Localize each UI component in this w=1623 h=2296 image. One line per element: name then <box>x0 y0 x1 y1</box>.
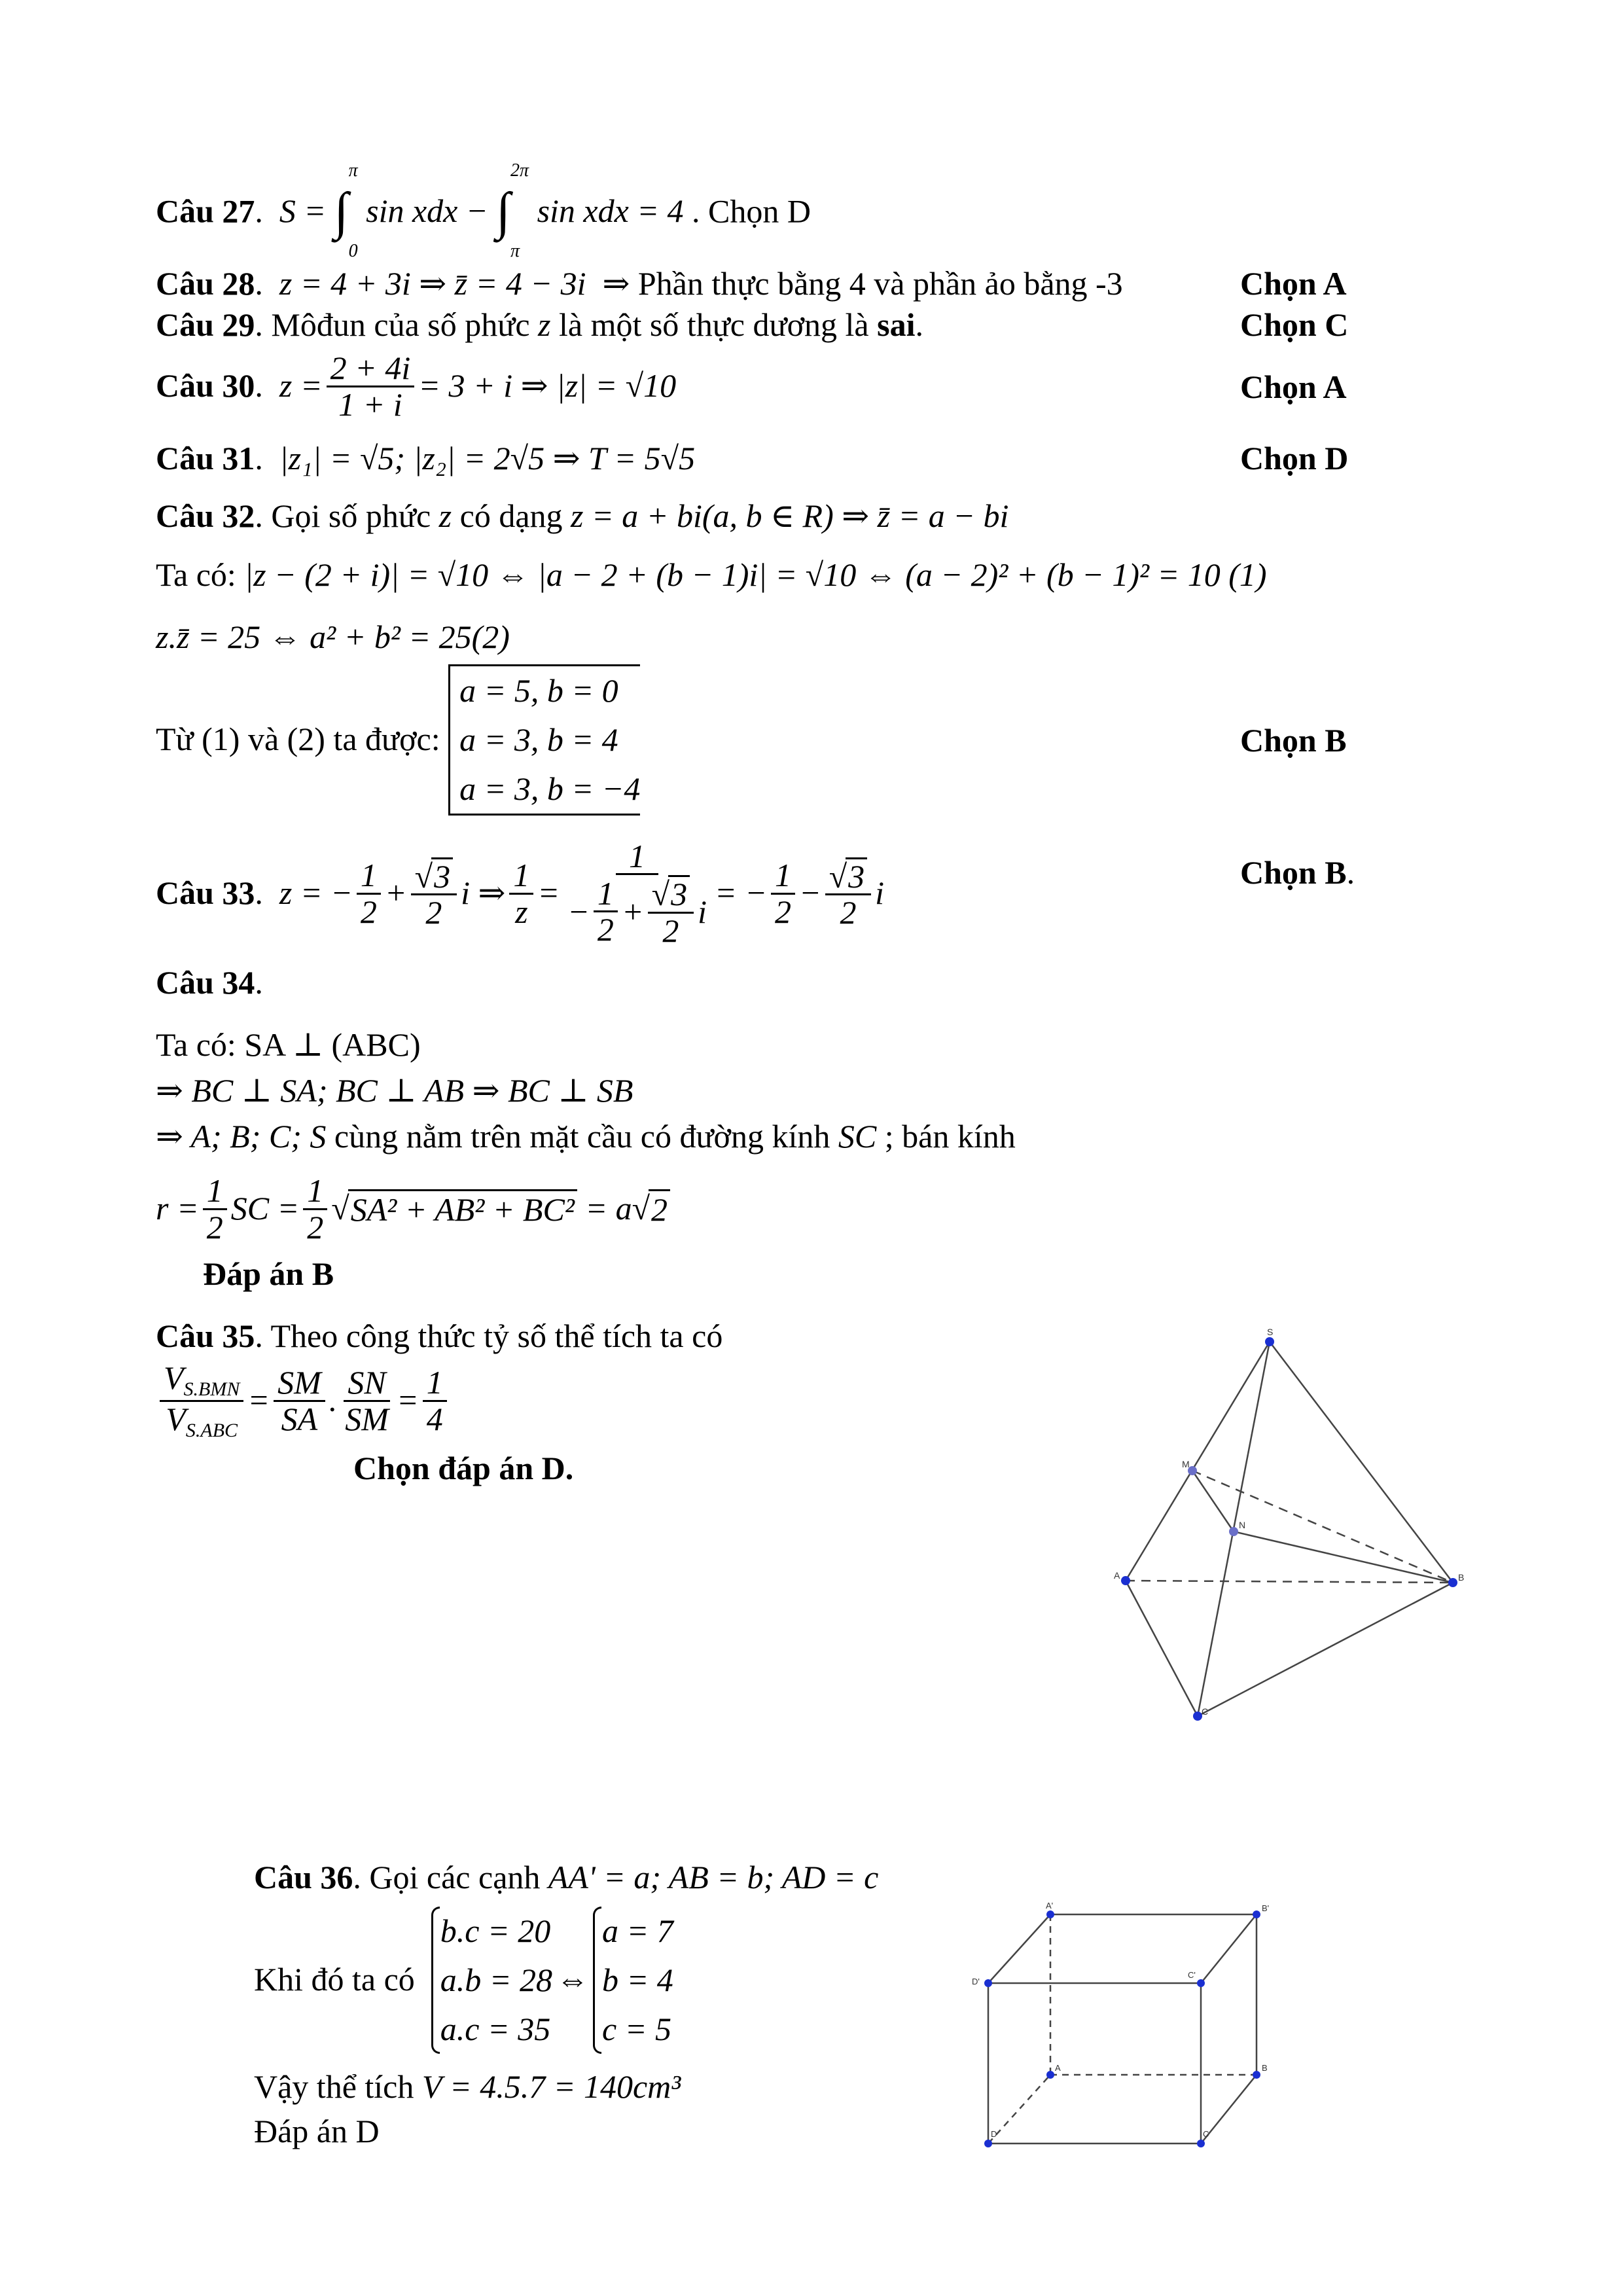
q27-formula: S = ∫ π 0 sin xdx − ∫ 2π π sin xdx = 4 <box>279 160 684 261</box>
q30-label: Câu 30 <box>156 367 255 404</box>
svg-text:D: D <box>991 2129 997 2139</box>
point-B1 <box>1253 1910 1260 1918</box>
point-A <box>1121 1576 1130 1585</box>
point-D1 <box>984 1979 992 1987</box>
point-C1 <box>1197 1979 1205 1987</box>
point-B <box>1448 1578 1457 1587</box>
svg-text:A': A' <box>1046 1901 1054 1910</box>
q29-var: z <box>538 306 551 343</box>
q31-answer: Chọn D <box>1240 440 1349 476</box>
q30-rhs: = 3 + i ⇒ |z| = √10 <box>418 367 677 404</box>
q29-bold: sai <box>877 306 916 343</box>
q27-answer: . Chọn D <box>692 192 812 230</box>
label-C: C <box>1202 1706 1209 1717</box>
q35-formula: $\frac{V_{S.BMN}}{V_{S.ABC}}$ = $\frac{SM}{SA}$ . $\frac{SN}{SM}$ = $\frac{1}{4}$ <box>156 1358 451 1443</box>
q34-line2: ⇒ BC ⊥ SA; BC ⊥ AB ⇒ BC ⊥ SB <box>156 1072 633 1109</box>
point-S <box>1265 1337 1274 1346</box>
q30-answer: Chọn A <box>1240 368 1347 405</box>
q32-line2: Ta có: |z − (2 + i)| = √10 ⇔ |a − 2 + (b − 1)i| = √10 ⇔ (a − 2)² + (b − 1)² = 10 (1) <box>156 556 1267 593</box>
q32-line1-formula: z = a + bi(a, b ∈ R) ⇒ z̄ = a − bi <box>571 497 1009 534</box>
q30-row: Câu 30 . z = $\frac{2 + 4i}{1 + i}$ = 3 + i ⇒ |z| = √10 <box>156 350 677 423</box>
label-M: M <box>1182 1459 1190 1469</box>
edge-SA <box>1126 1342 1270 1581</box>
edge-AC <box>1126 1581 1198 1716</box>
point-N <box>1229 1527 1238 1536</box>
svg-text:D': D' <box>972 1977 980 1986</box>
q36-system: Khi đó ta có b.c = 20 a.b = 28 a.c = 35 ⇔ a = 7 b = 4 c = 5 <box>254 1905 673 2055</box>
q34-label-row: Câu 34. <box>156 964 263 1001</box>
label-A: A <box>1114 1570 1120 1581</box>
svg-text:A: A <box>1055 2063 1061 2073</box>
q33-formula: z = − $\frac{1}{2}$ + $\frac{√3}{2}$ i ⇒ $\frac{1}{z}$ = 1 − $\frac{1}{2}$ + $\frac{√3}{2}$ i = − $\frac{1}{2}$ − $\frac{√3}{2}$ i <box>279 837 885 949</box>
svg-text:C: C <box>1203 2129 1209 2139</box>
q32-cases: a = 5, b = 0 a = 3, b = 4 a = 3, b = −4 <box>448 664 640 816</box>
point-C <box>1193 1712 1202 1721</box>
label-N: N <box>1239 1520 1246 1530</box>
q29-answer: Chọn C <box>1240 306 1349 343</box>
q33-row: Câu 33 . z = − $\frac{1}{2}$ + $\frac{√3}{2}$ i ⇒ $\frac{1}{z}$ = 1 − $\frac{1}{2}$ + $\frac{√3}{2}$ i = − $\frac{1}{2}$ − $\frac{√3}{2}$ i <box>156 837 885 949</box>
q36-vol-formula: V = 4.5.7 = 140cm³ <box>421 2068 681 2105</box>
q32-line3: z.z̄ = 25 ⇔ a² + b² = 25(2) <box>156 619 510 655</box>
q33-answer: Chọn B. <box>1240 854 1355 891</box>
q33-label: Câu 33 <box>156 874 255 912</box>
label-B: B <box>1458 1572 1465 1583</box>
q34-line3: ⇒ A; B; C; S cùng nằm trên mặt cầu có đường kính SC ; bán kính <box>156 1118 1016 1155</box>
edge-CB <box>1198 1583 1453 1716</box>
q36-sys-right: a = 7 b = 4 c = 5 <box>593 1907 673 2054</box>
q35-label: Câu 35 <box>156 1318 255 1354</box>
box-figure <box>969 1898 1309 2173</box>
q27-label: Câu 27 <box>156 192 255 230</box>
q36-label: Câu 36 <box>254 1859 353 1895</box>
q29-label: Câu 29 <box>156 306 255 343</box>
svg-text:B': B' <box>1262 1903 1270 1913</box>
q28-formula: z = 4 + 3i ⇒ z̄ = 4 − 3i <box>279 265 586 302</box>
q36-volume: Vậy thể tích V = 4.5.7 = 140cm³ <box>254 2068 681 2105</box>
q31-row: Câu 31. |z₁| = √5; |z₂| = 2√5 ⇒ T = 5√5 <box>156 440 696 476</box>
q35-row: Câu 35. Theo công thức tỷ số thể tích ta có <box>156 1318 723 1354</box>
svg-text:B: B <box>1262 2063 1268 2073</box>
q28-text: ⇒ Phần thực bằng 4 và phần ảo bằng -3 <box>602 265 1123 302</box>
q34-line4: r = $\frac{1}{2}$ SC = $\frac{1}{2}$ √ SA² + AB² + BC² = a√ 2 <box>156 1166 670 1251</box>
point-B <box>1253 2071 1260 2079</box>
q28-label: Câu 28 <box>156 265 255 302</box>
q32-line2-formula: |z − (2 + i)| = √10 ⇔ |a − 2 + (b − 1)i| = √10 ⇔ (a − 2)² + (b − 1)² = 10 (1) <box>244 556 1267 593</box>
edge-AB <box>1126 1581 1453 1583</box>
point-C <box>1197 2140 1205 2147</box>
q30-fraction: $\frac{2 + 4i}{1 + i}$ <box>327 351 415 422</box>
q34-line1: Ta có: SA ⊥ (ABC) <box>156 1026 421 1063</box>
q28-answer: Chọn A <box>1240 265 1347 302</box>
q32-answer: Chọn B <box>1240 722 1347 759</box>
edge-MB <box>1192 1471 1453 1583</box>
q36-formula-a: AA' = a; AB = b; AD = c <box>548 1859 879 1895</box>
q27-row: Câu 27. S = ∫ π 0 sin xdx − ∫ 2π π sin xdx = 4 . Chọn D <box>156 160 812 261</box>
q31-formula: |z₁| = √5; |z₂| = 2√5 ⇒ T = 5√5 <box>279 440 696 476</box>
q36-answer: Đáp án D <box>254 2113 380 2149</box>
q36-row: Câu 36. Gọi các cạnh AA' = a; AB = b; AD = c <box>254 1859 879 1895</box>
q31-label: Câu 31 <box>156 440 255 476</box>
q34-label: Câu 34 <box>156 964 255 1001</box>
tetrahedron-figure <box>1080 1329 1472 1754</box>
point-D <box>984 2140 992 2147</box>
q32-line1: Câu 32. Gọi số phức z có dạng z = a + bi(a, b ∈ R) ⇒ z̄ = a − bi <box>156 497 1009 534</box>
svg-text:C': C' <box>1188 1970 1196 1980</box>
point-A <box>1046 2071 1054 2079</box>
q32-label: Câu 32 <box>156 497 255 534</box>
q28-row: Câu 28. z = 4 + 3i ⇒ z̄ = 4 − 3i ⇒ Phần thực bằng 4 và phần ảo bằng -3 <box>156 265 1123 302</box>
q36-sys-left: b.c = 20 a.b = 28 a.c = 35 <box>431 1907 552 2054</box>
q34-answer: Đáp án B <box>203 1255 334 1292</box>
point-A1 <box>1046 1910 1054 1918</box>
q35-answer: Chọn đáp án D. <box>353 1450 574 1486</box>
q29-row: Câu 29. Môđun của số phức z là một số thực dương là sai. <box>156 306 923 343</box>
q32-line4: Từ (1) và (2) ta được: a = 5, b = 0 a = 3, b = 4 a = 3, b = −4 <box>156 668 640 812</box>
label-S: S <box>1267 1329 1274 1337</box>
